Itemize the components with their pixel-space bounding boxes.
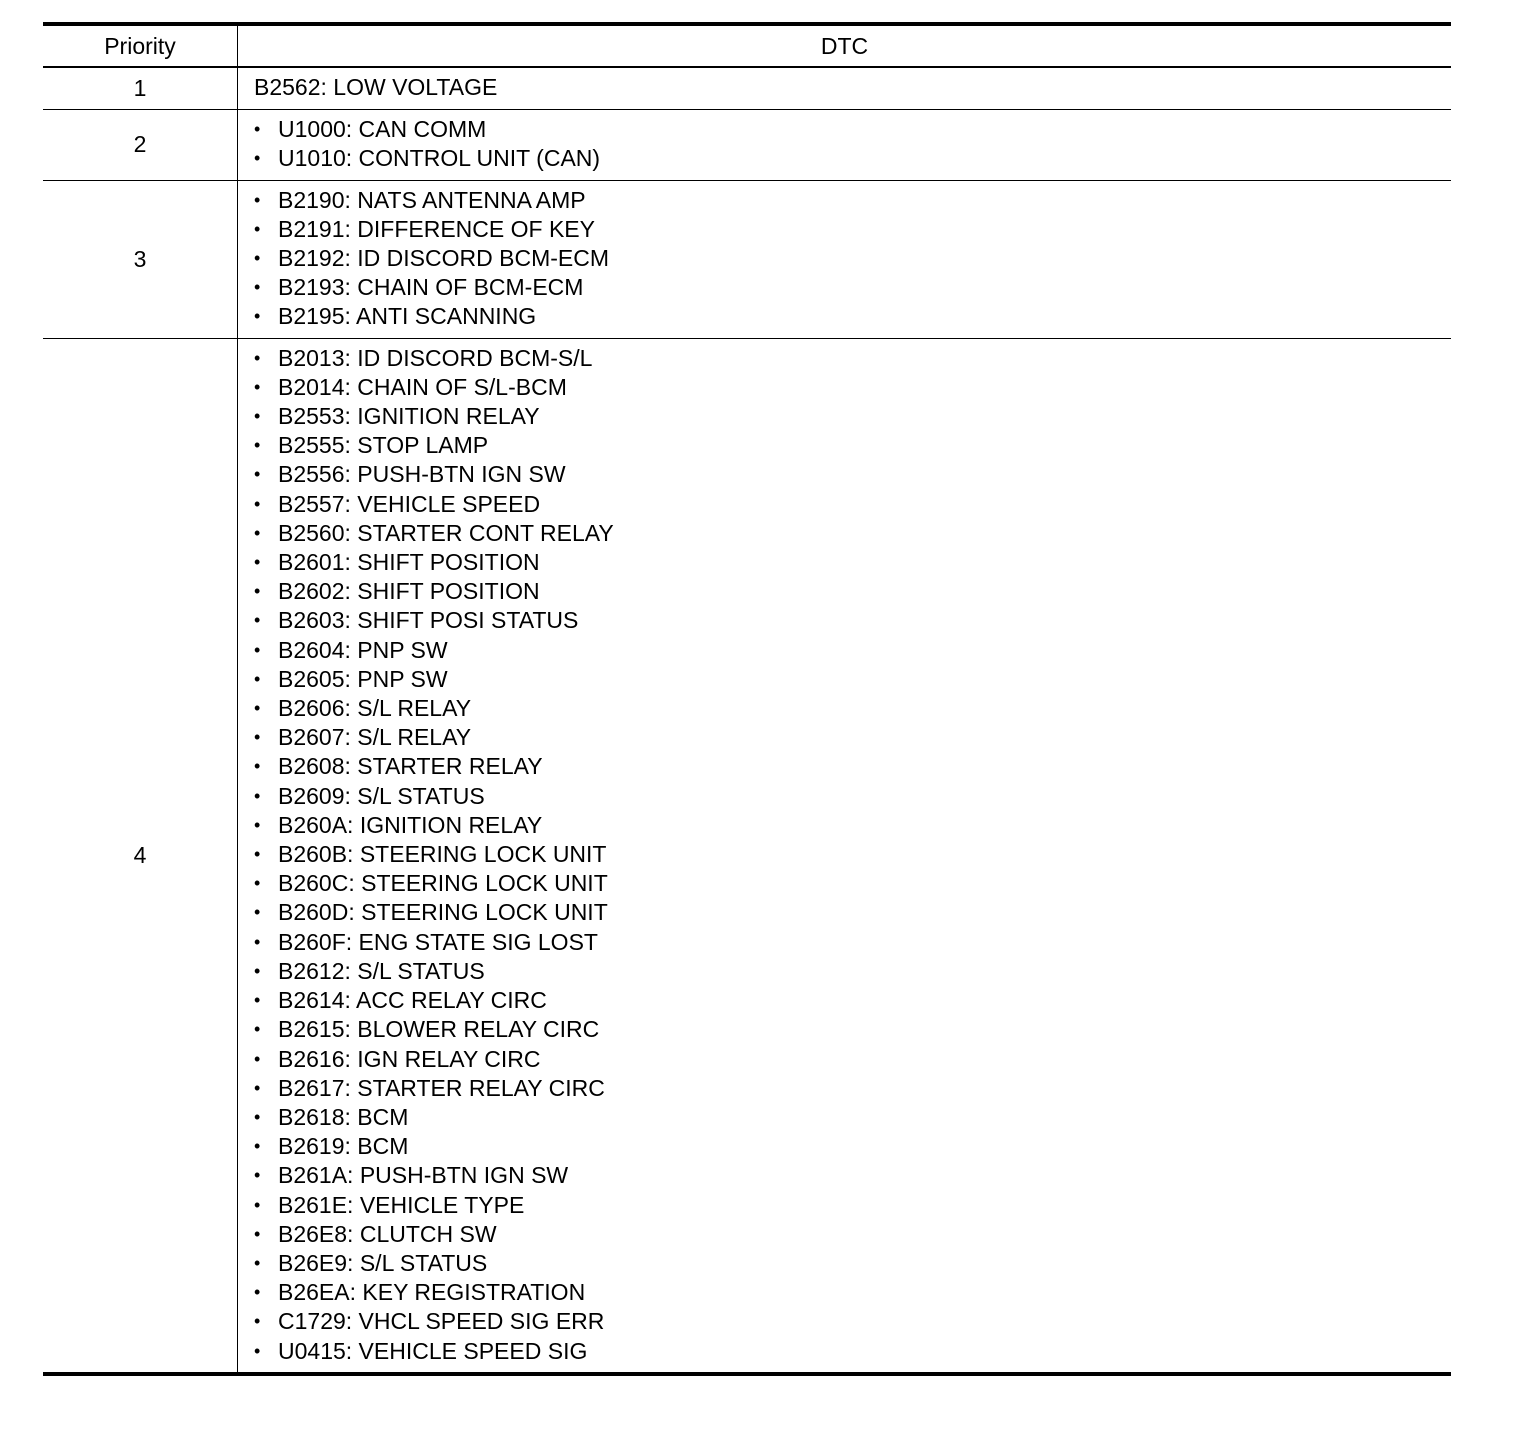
dtc-list <box>254 344 1451 1366</box>
dtc-item: • B2557: VEHICLE SPEED <box>254 490 1451 519</box>
dtc-item: • B26E8: CLUTCH SW <box>254 1220 1451 1249</box>
table-row <box>43 338 1451 1374</box>
dtc-item: • B2618: BCM <box>254 1103 1451 1132</box>
dtc-item: • B2560: STARTER CONT RELAY <box>254 519 1451 548</box>
dtc-cell <box>238 338 1452 1374</box>
dtc-item: • B2555: STOP LAMP <box>254 431 1451 460</box>
dtc-item: • B2617: STARTER RELAY CIRC <box>254 1074 1451 1103</box>
dtc-cell <box>238 110 1452 180</box>
dtc-item: • B260B: STEERING LOCK UNIT <box>254 840 1451 869</box>
dtc-item: • B261E: VEHICLE TYPE <box>254 1191 1451 1220</box>
dtc-item: • B261A: PUSH-BTN IGN SW <box>254 1161 1451 1190</box>
dtc-cell <box>238 180 1452 338</box>
dtc-list <box>254 186 1451 332</box>
priority-cell: 4 <box>43 338 238 1374</box>
dtc-item: • U0415: VEHICLE SPEED SIG <box>254 1337 1451 1366</box>
dtc-item: • B260C: STEERING LOCK UNIT <box>254 869 1451 898</box>
dtc-item: • B2614: ACC RELAY CIRC <box>254 986 1451 1015</box>
table-row <box>43 180 1451 338</box>
dtc-item: • C1729: VHCL SPEED SIG ERR <box>254 1307 1451 1336</box>
dtc-item: • B2553: IGNITION RELAY <box>254 402 1451 431</box>
dtc-item: • B26EA: KEY REGISTRATION <box>254 1278 1451 1307</box>
dtc-item: • B260F: ENG STATE SIG LOST <box>254 928 1451 957</box>
dtc-item: • B2612: S/L STATUS <box>254 957 1451 986</box>
dtc-list <box>254 115 1451 173</box>
dtc-item: • B2606: S/L RELAY <box>254 694 1451 723</box>
dtc-item: • B2616: IGN RELAY CIRC <box>254 1045 1451 1074</box>
table-row <box>43 67 1451 110</box>
dtc-item: • B2013: ID DISCORD BCM-S/L <box>254 344 1451 373</box>
priority-cell: 2 <box>43 110 238 180</box>
dtc-item: • B2191: DIFFERENCE OF KEY <box>254 215 1451 244</box>
priority-cell: 1 <box>43 67 238 110</box>
dtc-column-header: DTC <box>238 24 1452 67</box>
dtc-item: • B260A: IGNITION RELAY <box>254 811 1451 840</box>
table-row <box>43 110 1451 180</box>
dtc-item: • B2603: SHIFT POSI STATUS <box>254 606 1451 635</box>
dtc-item: • B2014: CHAIN OF S/L-BCM <box>254 373 1451 402</box>
dtc-item: • B2605: PNP SW <box>254 665 1451 694</box>
priority-cell: 3 <box>43 180 238 338</box>
dtc-item: • B2190: NATS ANTENNA AMP <box>254 186 1451 215</box>
dtc-item: • B2193: CHAIN OF BCM-ECM <box>254 273 1451 302</box>
dtc-item: • B2195: ANTI SCANNING <box>254 302 1451 331</box>
priority-column-header: Priority <box>43 24 238 67</box>
dtc-item: • B2602: SHIFT POSITION <box>254 577 1451 606</box>
dtc-cell <box>238 67 1452 110</box>
dtc-item: • B2619: BCM <box>254 1132 1451 1161</box>
dtc-item: • B26E9: S/L STATUS <box>254 1249 1451 1278</box>
dtc-item: • B2604: PNP SW <box>254 636 1451 665</box>
dtc-item: B2562: LOW VOLTAGE <box>254 74 498 100</box>
dtc-item: • B2601: SHIFT POSITION <box>254 548 1451 577</box>
dtc-priority-table <box>43 22 1451 1376</box>
dtc-item: • U1010: CONTROL UNIT (CAN) <box>254 144 1451 173</box>
dtc-item: • B2615: BLOWER RELAY CIRC <box>254 1015 1451 1044</box>
dtc-item: • B2556: PUSH-BTN IGN SW <box>254 460 1451 489</box>
dtc-item: • B2609: S/L STATUS <box>254 782 1451 811</box>
dtc-item: • B260D: STEERING LOCK UNIT <box>254 898 1451 927</box>
table-header-row <box>43 24 1451 67</box>
dtc-item: • B2192: ID DISCORD BCM-ECM <box>254 244 1451 273</box>
dtc-item: • B2608: STARTER RELAY <box>254 752 1451 781</box>
dtc-item: • U1000: CAN COMM <box>254 115 1451 144</box>
dtc-item: • B2607: S/L RELAY <box>254 723 1451 752</box>
